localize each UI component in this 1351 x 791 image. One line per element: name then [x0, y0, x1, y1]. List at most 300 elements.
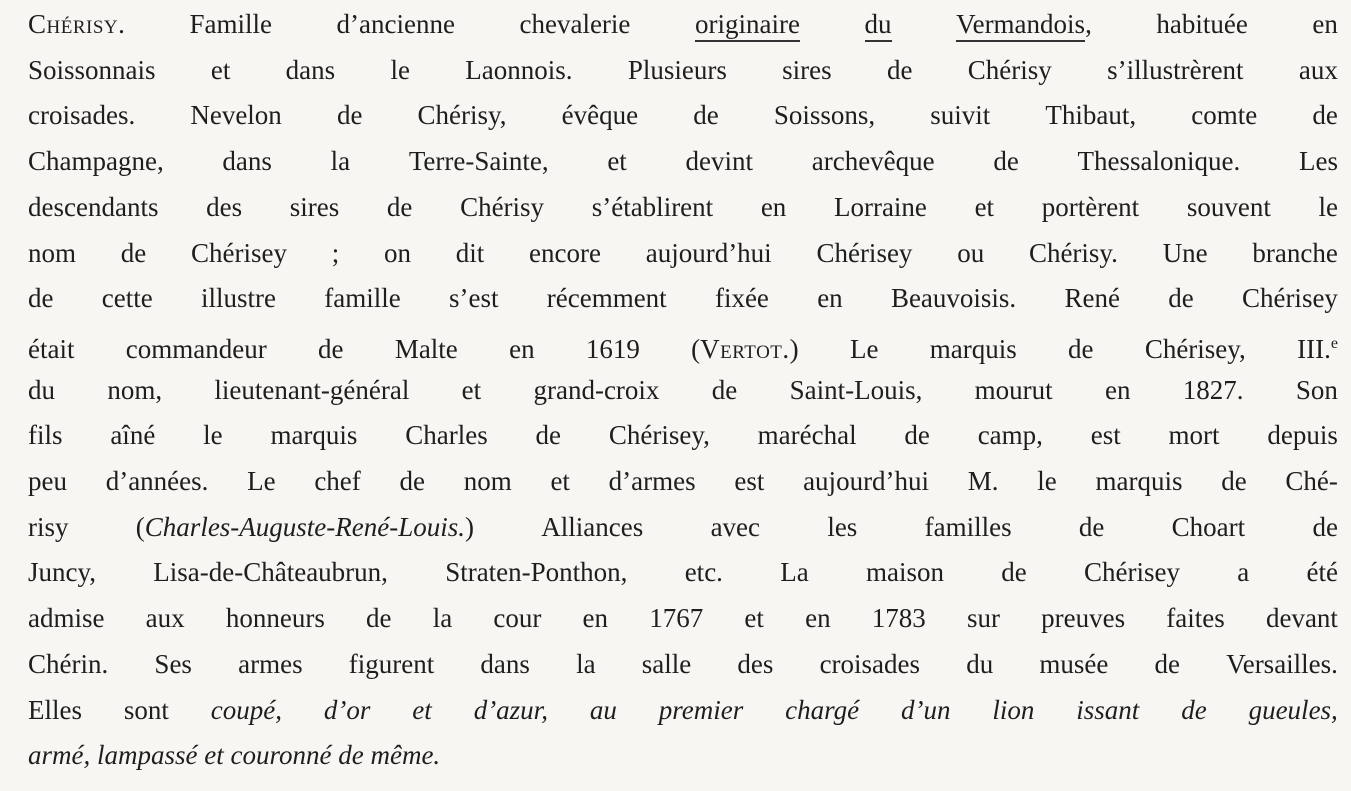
text-line	[28, 595, 1338, 641]
word-group	[349, 641, 434, 687]
text-run: la	[432, 603, 453, 634]
word-group	[460, 184, 544, 230]
word-group	[28, 687, 82, 733]
text-run: Chérisey	[1083, 557, 1180, 588]
word-group	[465, 47, 572, 93]
text-run: risy	[28, 511, 69, 542]
text-run: honneurs	[225, 603, 325, 634]
word-group	[533, 367, 659, 413]
word-group	[930, 92, 990, 138]
text-run: maison	[865, 557, 944, 588]
word-group	[405, 412, 487, 458]
text-run: est	[734, 466, 765, 496]
text-run: ,	[1085, 9, 1092, 39]
word-group	[1221, 458, 1246, 504]
word-group	[28, 458, 67, 504]
text-run: de	[1181, 694, 1207, 725]
text-run: Ses	[154, 648, 192, 679]
word-group	[387, 184, 412, 230]
word-group	[1166, 595, 1224, 641]
text-run: aux	[1298, 54, 1338, 85]
word-group	[925, 504, 1012, 550]
word-group	[28, 595, 104, 641]
text-run: de	[1001, 557, 1027, 588]
text-run: depuis	[1267, 420, 1338, 451]
word-group	[509, 326, 534, 372]
text-run: de	[399, 466, 425, 496]
word-group	[649, 595, 703, 641]
word-group	[1079, 504, 1104, 550]
word-group	[1039, 641, 1108, 687]
text-run: camp,	[977, 420, 1043, 451]
text-run: (	[135, 511, 145, 542]
word-group	[1155, 641, 1180, 687]
text-run: Malte	[394, 333, 458, 364]
text-run: habituée	[1156, 9, 1248, 39]
word-group	[891, 275, 1016, 321]
word-group	[28, 367, 55, 413]
text-run: Alliances	[541, 511, 644, 542]
word-group	[136, 504, 474, 550]
word-group	[211, 687, 282, 733]
word-group	[547, 275, 667, 321]
text-run: le	[390, 54, 410, 85]
text-run: Une	[1162, 237, 1208, 268]
text-line	[28, 138, 1338, 184]
text-run: du	[865, 9, 892, 42]
word-group	[967, 595, 1000, 641]
word-group	[685, 549, 723, 595]
text-run: et	[550, 466, 570, 496]
text-run: en	[1312, 9, 1338, 39]
word-group	[331, 138, 351, 184]
word-group	[592, 184, 713, 230]
word-group	[28, 92, 135, 138]
word-group	[803, 458, 929, 504]
word-group	[1095, 458, 1182, 504]
text-run: est	[1090, 420, 1121, 451]
text-run: dit	[455, 237, 485, 268]
word-group	[562, 92, 638, 138]
text-line	[28, 92, 1338, 138]
word-group	[97, 732, 198, 778]
text-run: Chérisey	[816, 237, 913, 268]
word-group	[737, 641, 773, 687]
word-group	[247, 458, 275, 504]
text-run: portèrent	[1041, 191, 1140, 222]
text-run: Terre-Sainte,	[408, 146, 549, 177]
text-run: sur	[966, 603, 1000, 634]
text-run: Saint-Louis,	[789, 374, 923, 405]
word-group	[744, 595, 764, 641]
text-run: chargé	[785, 694, 860, 725]
word-group	[590, 687, 617, 733]
word-group	[975, 184, 995, 230]
text-run: chevalerie	[519, 9, 631, 39]
text-run: sont	[123, 694, 169, 725]
text-run: en	[1104, 374, 1131, 405]
text-run: était	[28, 333, 75, 364]
word-group	[887, 47, 912, 93]
word-group	[1076, 687, 1139, 733]
text-run: fils	[28, 420, 63, 451]
word-group	[758, 412, 857, 458]
word-group	[290, 184, 340, 230]
text-run: Chérisey,	[1144, 333, 1246, 364]
word-group	[865, 1, 892, 47]
text-run: en	[509, 333, 535, 364]
text-run: .	[118, 9, 125, 39]
word-group	[790, 367, 923, 413]
text-run: Versailles.	[1226, 648, 1338, 679]
word-group	[1249, 687, 1338, 733]
text-run: dans	[222, 146, 272, 177]
text-run: avec	[710, 511, 761, 542]
word-group	[1037, 458, 1057, 504]
text-run: et	[974, 191, 995, 222]
word-group	[695, 1, 800, 47]
text-run: de	[904, 420, 930, 451]
word-group	[395, 326, 458, 372]
word-group	[206, 184, 242, 230]
text-run: armes	[238, 648, 303, 679]
text-line	[28, 641, 1338, 687]
text-run: Thibaut,	[1045, 100, 1137, 131]
word-group	[1156, 1, 1247, 47]
text-run: Lorraine	[833, 191, 927, 222]
text-run: musée	[1039, 648, 1109, 679]
word-group	[693, 92, 718, 138]
word-group	[993, 138, 1018, 184]
word-group	[390, 47, 410, 93]
word-group	[576, 641, 596, 687]
word-group	[1266, 595, 1338, 641]
text-run: admise	[28, 603, 105, 634]
text-run: et	[210, 54, 231, 85]
text-run: marquis	[270, 420, 358, 451]
word-group	[28, 138, 164, 184]
text-run: d’années.	[105, 466, 209, 496]
text-run: M.	[967, 466, 999, 496]
text-run: Choart	[1171, 511, 1246, 542]
text-run: de	[693, 100, 719, 131]
text-run: 1827.	[1182, 374, 1244, 405]
word-group	[1107, 47, 1243, 93]
text-run: Champagne,	[28, 146, 164, 177]
word-group	[805, 595, 830, 641]
text-run: du	[966, 648, 994, 679]
word-group	[28, 412, 63, 458]
text-run: Chérin.	[28, 648, 109, 679]
text-run: de	[1068, 333, 1094, 364]
text-run: s’est	[448, 283, 499, 314]
text-run: Chérisy	[460, 191, 545, 222]
word-group	[686, 138, 754, 184]
text-run: en	[760, 191, 787, 222]
text-run: aujourd’hui	[645, 237, 772, 268]
word-group	[1045, 92, 1136, 138]
word-group	[711, 504, 760, 550]
word-group	[583, 595, 608, 641]
text-run: lieutenant-général	[214, 374, 410, 405]
text-run: des	[737, 648, 774, 679]
word-group	[966, 641, 993, 687]
word-group	[1091, 412, 1121, 458]
word-group	[318, 326, 343, 372]
word-group	[1168, 275, 1193, 321]
text-run: sires	[289, 191, 340, 222]
text-run: nom,	[107, 374, 163, 405]
word-group	[1181, 687, 1206, 733]
word-group	[550, 458, 570, 504]
text-run: Ché-	[1285, 466, 1338, 496]
text-line	[28, 458, 1338, 504]
text-run: Plusieurs	[627, 54, 727, 85]
text-run: marquis	[929, 333, 1017, 364]
text-line	[28, 367, 1338, 413]
text-run: preuves	[1041, 603, 1126, 634]
text-run: 1619	[585, 333, 640, 364]
word-group	[464, 458, 512, 504]
word-group	[866, 549, 944, 595]
text-run: Chérisy.	[1028, 237, 1118, 268]
word-group	[126, 326, 267, 372]
text-run: de	[336, 100, 363, 131]
word-group	[480, 641, 530, 687]
text-run: d’armes	[608, 466, 696, 496]
word-group	[110, 412, 155, 458]
text-run: René	[1064, 283, 1120, 314]
word-group	[222, 138, 272, 184]
word-group	[270, 412, 357, 458]
text-run: coupé,	[210, 694, 283, 725]
text-run: de	[535, 420, 562, 451]
word-group	[1252, 230, 1337, 276]
text-run: d’azur,	[473, 694, 548, 725]
word-group	[1172, 504, 1246, 550]
word-group	[872, 595, 926, 641]
word-group	[314, 458, 360, 504]
text-run: a	[1237, 557, 1250, 588]
text-run: même.	[370, 740, 441, 771]
text-run: maréchal	[757, 420, 857, 451]
text-run: de	[338, 740, 364, 771]
text-run: lampassé	[97, 740, 198, 771]
text-run: Son	[1295, 374, 1338, 405]
word-group	[28, 184, 158, 230]
word-group	[412, 687, 432, 733]
word-group	[1041, 595, 1125, 641]
word-group	[1163, 230, 1208, 276]
word-group	[1312, 92, 1337, 138]
word-group	[1183, 367, 1244, 413]
word-group	[968, 458, 999, 504]
text-run: Thessalonique.	[1077, 146, 1241, 177]
word-group	[930, 326, 1017, 372]
text-run: de	[1154, 648, 1181, 679]
text-run: cour	[493, 603, 542, 634]
text-run: Laonnois.	[465, 54, 573, 85]
word-group	[231, 732, 332, 778]
text-run: familles	[924, 511, 1012, 542]
word-group	[1226, 641, 1338, 687]
text-run: Beauvoisis.	[890, 283, 1017, 314]
text-line	[28, 549, 1338, 595]
text-run: de	[28, 283, 54, 314]
word-group	[106, 458, 209, 504]
word-group	[901, 687, 951, 733]
text-run: de	[318, 333, 344, 364]
text-run: commandeur	[125, 333, 267, 364]
word-group	[1299, 138, 1338, 184]
word-group	[1296, 367, 1338, 413]
text-run: en	[805, 603, 831, 634]
text-run: Chérisey	[191, 237, 287, 268]
word-group	[785, 687, 859, 733]
word-group	[400, 458, 425, 504]
word-group	[609, 412, 710, 458]
word-group	[28, 1, 125, 47]
word-group	[418, 92, 507, 138]
text-run: grand-croix	[533, 374, 660, 405]
text-run: récemment	[546, 283, 667, 314]
text-run: 1783	[871, 603, 926, 634]
text-line	[28, 412, 1338, 458]
text-run: des	[206, 191, 243, 222]
word-group	[956, 1, 1092, 47]
word-group	[337, 1, 455, 47]
word-group	[1064, 275, 1119, 321]
word-group	[493, 595, 541, 641]
word-group	[286, 47, 336, 93]
text-run: et	[461, 374, 482, 405]
word-group	[366, 595, 391, 641]
word-group	[324, 687, 371, 733]
text-run: devant	[1265, 603, 1338, 634]
text-run: dans	[285, 54, 336, 85]
word-group	[1312, 504, 1337, 550]
word-group	[107, 367, 162, 413]
text-run: e	[1330, 334, 1338, 352]
word-group	[324, 275, 400, 321]
word-group	[1319, 184, 1339, 230]
word-group	[1267, 412, 1338, 458]
text-run: de	[993, 146, 1019, 177]
text-run: Lisa-de-Châteaubrun,	[153, 557, 388, 588]
word-group	[659, 687, 743, 733]
word-group	[992, 687, 1034, 733]
word-group	[449, 275, 499, 321]
word-group	[904, 412, 929, 458]
text-run: peu	[28, 466, 67, 496]
text-run: Chérisy,	[417, 100, 507, 131]
text-line	[28, 230, 1338, 276]
text-run: armé,	[28, 740, 91, 771]
word-group	[28, 326, 74, 372]
word-group	[1297, 321, 1338, 372]
text-run: illustre	[200, 283, 276, 314]
word-group	[433, 595, 453, 641]
word-group	[607, 138, 627, 184]
text-run: Soissonnais	[28, 54, 156, 85]
text-run: et	[607, 146, 627, 177]
word-group	[712, 367, 737, 413]
text-run: de	[386, 191, 413, 222]
text-line	[28, 275, 1338, 321]
word-group	[190, 92, 281, 138]
word-group	[409, 138, 549, 184]
text-run: Elles	[28, 694, 82, 725]
word-group	[28, 504, 69, 550]
text-run: été	[1306, 557, 1338, 588]
word-group	[191, 230, 287, 276]
text-run: lion	[992, 694, 1035, 725]
word-group	[536, 412, 561, 458]
word-group	[642, 641, 691, 687]
text-run: Charles-Auguste-René-Louis.	[144, 511, 465, 542]
text-run: mourut	[974, 374, 1053, 405]
word-group	[646, 230, 772, 276]
word-group	[1285, 458, 1337, 504]
word-group	[816, 230, 912, 276]
word-group	[445, 549, 627, 595]
word-group	[204, 732, 224, 778]
text-run: d’ancienne	[336, 9, 455, 39]
text-run: ou	[957, 237, 985, 268]
word-group	[1191, 92, 1257, 138]
text-run: marquis	[1095, 466, 1183, 496]
word-group	[1299, 47, 1338, 93]
text-run: de	[1221, 466, 1247, 496]
text-run: suivit	[930, 100, 991, 131]
word-group	[203, 412, 223, 458]
text-run: gueules,	[1248, 694, 1338, 725]
text-run: etc.	[684, 557, 723, 588]
text-run: premier	[658, 694, 744, 725]
word-group	[121, 230, 146, 276]
word-group	[761, 184, 786, 230]
text-run: famille	[324, 283, 401, 314]
word-group	[28, 275, 53, 321]
word-group	[774, 92, 875, 138]
text-run: le	[1318, 191, 1338, 222]
word-group	[782, 47, 832, 93]
word-group	[827, 504, 857, 550]
word-group	[238, 641, 302, 687]
word-group	[850, 326, 878, 372]
text-run: faites	[1166, 603, 1225, 634]
text-line	[28, 321, 1338, 367]
text-run: Charles	[405, 420, 488, 451]
text-run: de	[711, 374, 738, 405]
word-group	[1001, 549, 1026, 595]
word-group	[124, 687, 169, 733]
text-run: en	[582, 603, 609, 634]
word-group	[337, 92, 362, 138]
text-run: Soissons,	[773, 100, 876, 131]
word-group	[978, 412, 1043, 458]
text-run: croisades	[819, 648, 921, 679]
text-run: Le	[247, 466, 276, 496]
text-run: )	[465, 511, 474, 542]
text-line	[28, 184, 1338, 230]
word-group	[715, 275, 769, 321]
word-group	[520, 1, 631, 47]
word-group	[1237, 549, 1249, 595]
text-run: et	[204, 740, 224, 771]
text-run: Chérisy	[967, 54, 1052, 85]
text-run: Chérisey	[1241, 283, 1338, 314]
